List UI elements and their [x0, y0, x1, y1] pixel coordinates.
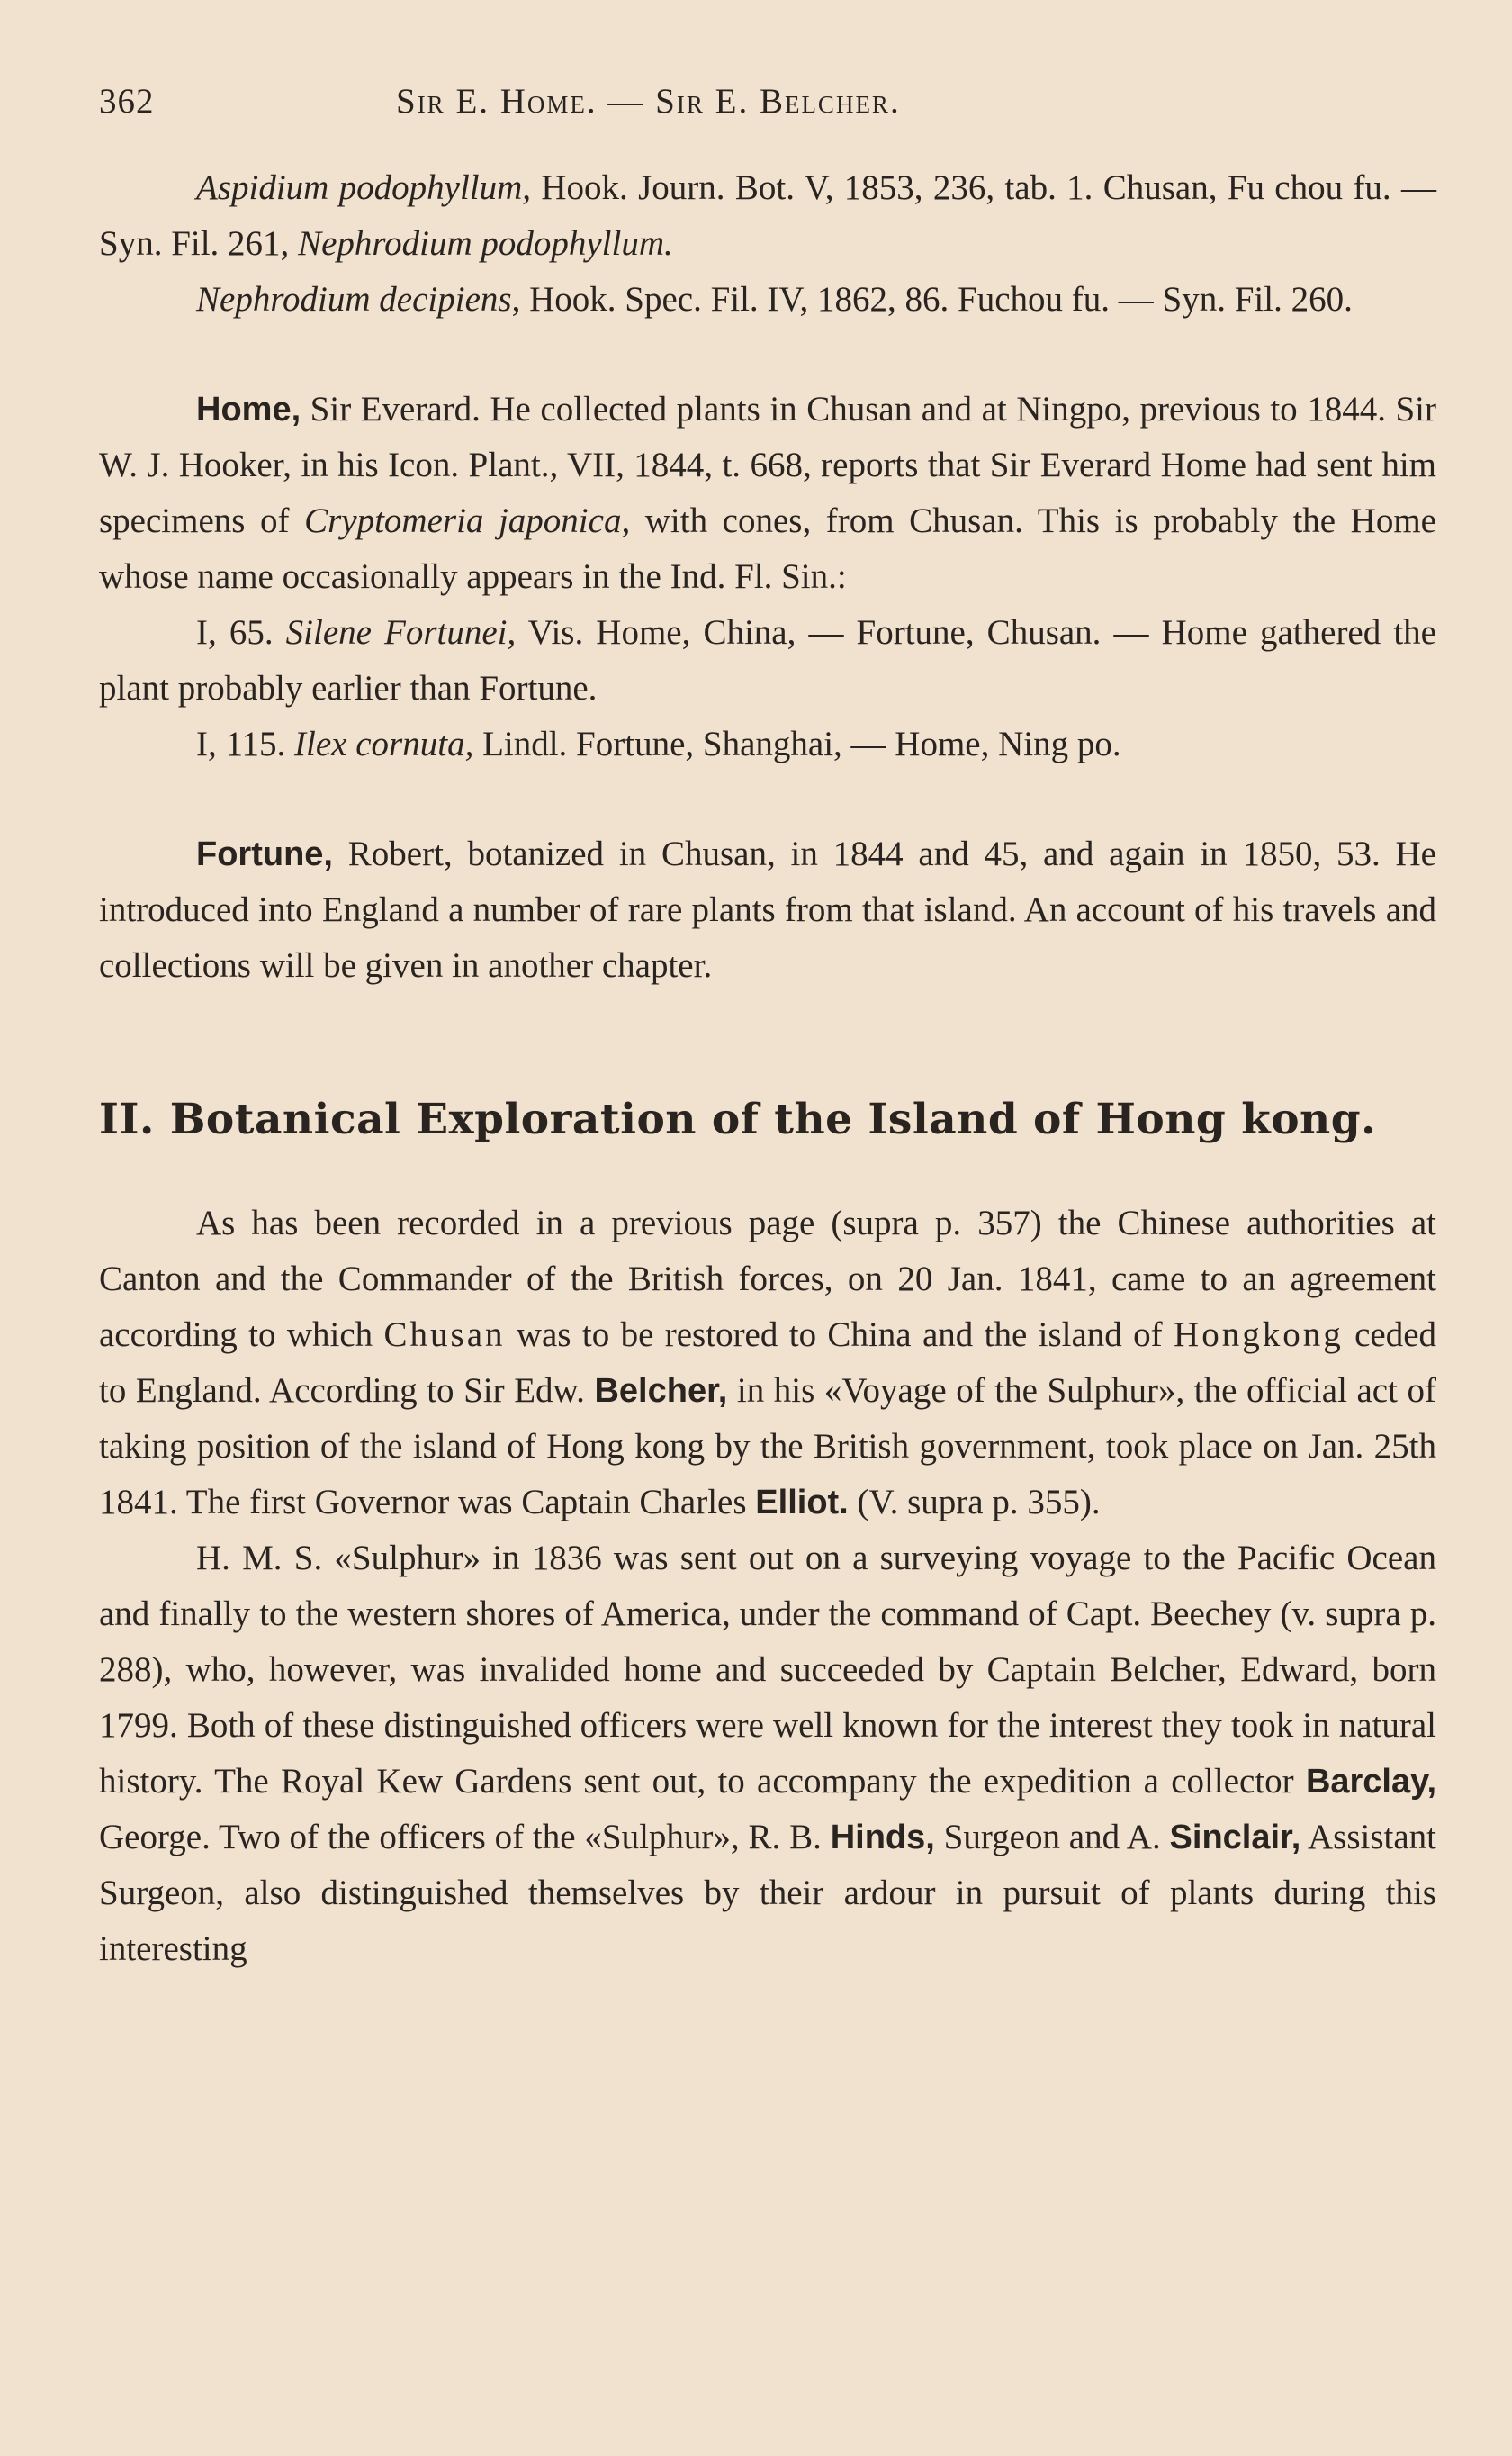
person-name: Hinds, [830, 1819, 935, 1856]
home-entry [99, 382, 1436, 772]
index-citation: I, 115. Ilex cornuta, Lindl. Fortune, Shanghai, — Home, Ning po. [196, 725, 1121, 763]
person-name: Belcher, [594, 1372, 728, 1410]
species-name: Ilex cornuta, [294, 725, 474, 763]
person-name: Sinclair, [1169, 1819, 1301, 1856]
species-name: Silene Fortunei, [285, 613, 517, 652]
person-name: Elliot. [755, 1484, 849, 1521]
running-head [99, 81, 1436, 135]
collector-name: Fortune, [196, 835, 333, 873]
fortune-paragraph: Fortune, Robert, botanized in Chusan, in 1844 and 45, and again in 1850, 53. He introduced into England a number of rare plants from that island. An account of his travels and collections will be given in another chapter. [99, 835, 1436, 985]
nephrodium-paragraph: Nephrodium decipiens, Hook. Spec. Fil. IV, 1862, 86. Fuchou fu. — Syn. Fil. 260. [196, 280, 1353, 319]
species-name: Aspidium podophyllum, [196, 168, 532, 207]
collector-name: Home, [196, 391, 302, 429]
page-number: 362 [99, 82, 155, 121]
species-name: Nephrodium decipiens [196, 280, 512, 319]
section-body [99, 1196, 1436, 1977]
fortune-entry [99, 826, 1436, 994]
species-name: Nephrodium podophyllum. [298, 224, 673, 263]
place-name: Hongkong [1174, 1315, 1344, 1354]
aspidium-entry [99, 160, 1436, 328]
hongkong-paragraph-1: As has been recorded in a previous page (supra p. 357) the Chinese authorities at Canton and the Commander of the British forces, on 20 Jan. 1841, came to an agreement according to which Chusan was to be restored to China and the island of Hongkong ceded to England. According to Sir Edw. Belcher, in his «Voyage of the Sulphur», the official act of taking position of the island of Hong kong by the British government, took place on Jan. 25th 1841. The first Governor was Captain Charles Elliot. (V. supra p. 355). [99, 1204, 1436, 1521]
home-paragraph: Home, Sir Everard. He collected plants in Chusan and at Ningpo, previous to 1844. Sir W. J. Hooker, in his Icon. Plant., VII, 1844, t. 668, reports that Sir Everard Home had sent him specimens of Cryptomeria japonica, with cones, from Chusan. This is probably the Home whose name occasionally appears in the Ind. Fl. Sin.: [99, 390, 1436, 596]
place-name: Chusan [383, 1315, 506, 1354]
running-title: Sir E. Home. — Sir E. Belcher. [396, 82, 901, 121]
section-heading: II. Botanical Exploration of the Island of Hong kong. [99, 1095, 1376, 1144]
hongkong-paragraph-2: H. M. S. «Sulphur» in 1836 was sent out on a surveying voyage to the Pacific Ocean and finally to the western shores of America, under the command of Capt. Beechey (v. supra p. 288), who, however, was invalided home and succeeded by Captain Belcher, Edward, born 1799. Both of these distinguished officers were well known for the interest they took in natural history. The Royal Kew Gardens sent out, to accompany the expedition a collector Barclay, George. Two of the officers of the «Sulphur», R. B. Hinds, Surgeon and A. Sinclair, Assistant Surgeon, also distinguished themselves by their ardour in pursuit of plants during this interesting [99, 1539, 1436, 1968]
aspidium-paragraph: Aspidium podophyllum, Hook. Journ. Bot. V, 1853, 236, tab. 1. Chusan, Fu chou fu. — Syn. Fil. 261, Nephrodium podophyllum. [99, 168, 1436, 263]
index-citation: I, 65. Silene Fortunei, Vis. Home, China, — Fortune, Chusan. — Home gathered the plant probably earlier than Fortune. [99, 613, 1436, 708]
species-name: Cryptomeria japonica, [304, 501, 631, 540]
person-name: Barclay, [1305, 1763, 1436, 1801]
